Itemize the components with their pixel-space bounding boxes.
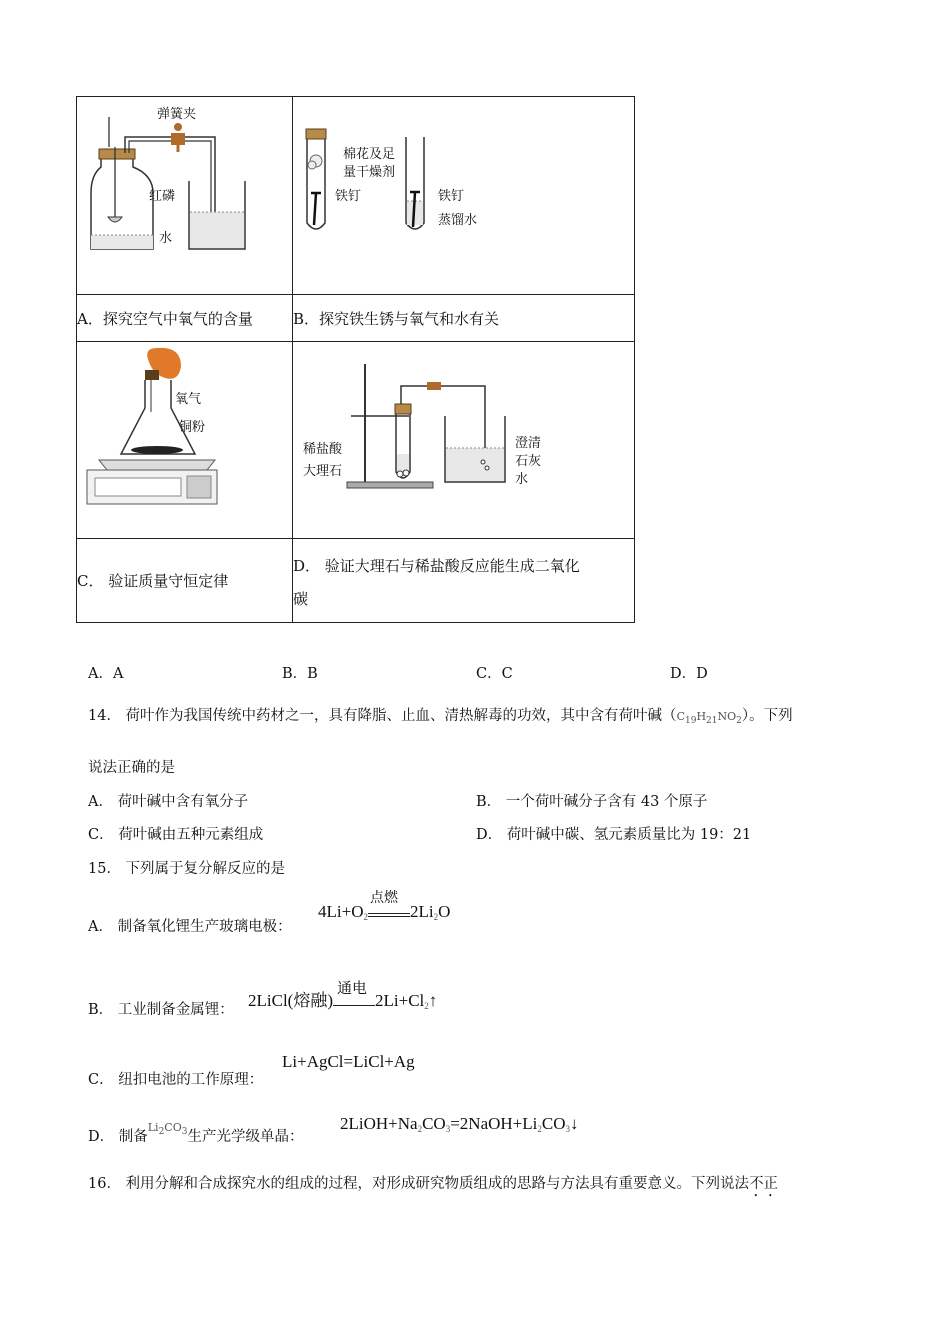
label-red-phosphorus: 红磷 <box>149 189 176 204</box>
eq-b-right-end: ↑ <box>428 991 438 1010</box>
q14-option-c[interactable]: C． 荷叶碱由五种元素组成 <box>88 827 264 843</box>
formula-no: NO <box>717 710 737 723</box>
formula-h: H <box>696 710 707 723</box>
q14-stem-line2: 说法正确的是 <box>88 760 175 776</box>
formula-c: C <box>676 710 685 723</box>
q15-option-b[interactable]: B． 工业制备金属锂： <box>88 1002 234 1018</box>
q14-stem-suffix: ）。下列 <box>741 708 793 724</box>
q16-stem <box>88 1172 778 1200</box>
q16-stem-text: 16． 利用分解和合成探究水的组成的过程，对形成研究物质组成的思路与方法具有重要意义。下列说法 <box>88 1176 750 1192</box>
eq-d-1-sub: 2 <box>417 1124 423 1134</box>
q13-option-d[interactable]: D．D <box>670 666 708 682</box>
eq-a-condition-arrow <box>368 890 410 917</box>
q13-option-c[interactable]: C．C <box>476 666 513 682</box>
eq-a-right-sub: 2 <box>433 912 439 922</box>
q13-option-b[interactable]: B．B <box>282 666 318 682</box>
formula-h-count: 21 <box>706 716 718 726</box>
caption-a: A．探究空气中氧气的含量 <box>77 295 293 342</box>
formula-o-count: 2 <box>736 716 742 726</box>
figure-c <box>77 342 292 538</box>
label-limewater-1: 澄清 <box>515 436 542 451</box>
eq-d-4-sub: 3 <box>565 1124 570 1134</box>
q14-stem <box>88 704 793 726</box>
q15-equation-c: Li+AgCl=LiCl+Ag <box>282 1052 415 1071</box>
eq-a-right-end: O <box>438 902 451 921</box>
eq-b-condition: 通电 <box>337 979 368 997</box>
eq-d-5: ↓ <box>570 1114 579 1133</box>
caption-d-line2: 碳 <box>293 589 309 608</box>
experiment-table <box>76 96 635 623</box>
figure-a-cell <box>77 97 293 295</box>
q16-emphasis: 不正 <box>749 1176 779 1192</box>
caption-d <box>293 539 635 623</box>
q15-equation-d <box>340 1114 579 1134</box>
q14-formula <box>676 710 742 726</box>
eq-b-left: 2LiCl(熔融) <box>248 991 333 1010</box>
figure-c-cell <box>77 342 293 539</box>
figure-b <box>293 97 634 294</box>
figure-a <box>77 97 292 294</box>
formula-c-count: 19 <box>684 716 697 726</box>
q15-d-pre: D． 制备 <box>88 1129 148 1145</box>
label-distilled-water: 蒸馏水 <box>438 213 478 228</box>
label-limewater-2: 石灰 <box>515 454 542 469</box>
figure-d <box>293 342 634 538</box>
eq-d-2-sub: 3 <box>445 1124 451 1134</box>
figure-b-cell <box>293 97 635 295</box>
q15-equation-a <box>318 890 451 922</box>
formula-co: CO <box>164 1121 182 1134</box>
label-marble: 大理石 <box>303 464 343 479</box>
label-clip: 弹簧夹 <box>157 107 197 122</box>
q15-option-c[interactable]: C． 纽扣电池的工作原理： <box>88 1072 264 1088</box>
caption-c: C． 验证质量守恒定律 <box>77 539 293 623</box>
eq-a-left: 4Li+O <box>318 902 364 921</box>
eq-a-right: 2Li <box>409 902 434 921</box>
figure-d-cell <box>293 342 635 539</box>
q15-option-d[interactable] <box>88 1121 304 1147</box>
eq-d-3: =2NaOH+Li <box>450 1114 538 1133</box>
q15-equation-b <box>248 979 438 1011</box>
eq-d-1: 2LiOH+Na <box>340 1114 418 1133</box>
label-cotton-2: 量干燥剂 <box>343 165 396 180</box>
eq-b-right-sub: 2 <box>424 1001 429 1011</box>
caption-d-line1: D． 验证大理石与稀盐酸反应能生成二氧化 <box>293 556 580 575</box>
label-dilute-hcl: 稀盐酸 <box>303 442 343 457</box>
oxygen-content-apparatus-diagram <box>77 97 292 294</box>
eq-a-condition: 点燃 <box>369 890 398 906</box>
formula-li: Li <box>147 1121 159 1134</box>
eq-b-condition-arrow <box>333 979 375 1006</box>
label-copper-powder: 铜粉 <box>179 420 206 435</box>
q13-option-a[interactable]: A．A <box>88 666 124 682</box>
formula-li-sub: 2 <box>158 1127 165 1137</box>
q14-stem-prefix: 14． 荷叶作为我国传统中药材之一，具有降脂、止血、清热解毒的功效，其中含有荷叶碱（ <box>88 708 677 724</box>
label-nail-2: 铁钉 <box>438 189 465 204</box>
q14-option-a[interactable]: A． 荷叶碱中含有氧分子 <box>88 794 249 810</box>
label-nail-1: 铁钉 <box>335 189 362 204</box>
eq-d-4: CO <box>541 1114 566 1133</box>
mass-conservation-balance-diagram <box>77 342 292 538</box>
eq-a-left-sub: 2 <box>363 912 368 922</box>
q14-option-b[interactable]: B． 一个荷叶碱分子含有 43 个原子 <box>476 794 708 810</box>
q15-d-post: 生产光学级单晶： <box>187 1129 304 1145</box>
label-water: 水 <box>159 231 173 246</box>
q14-option-d[interactable]: D． 荷叶碱中碳、氢元素质量比为 19：21 <box>476 827 752 843</box>
label-limewater-3: 水 <box>515 472 529 487</box>
label-oxygen: 氧气 <box>175 392 202 407</box>
q15-stem: 15． 下列属于复分解反应的是 <box>88 861 286 877</box>
eq-d-3-sub: 2 <box>537 1124 542 1134</box>
q15-d-formula <box>147 1121 188 1137</box>
caption-b: B．探究铁生锈与氧气和水有关 <box>293 295 635 342</box>
eq-d-2: CO <box>422 1114 446 1133</box>
co2-generation-apparatus-diagram <box>293 342 634 538</box>
label-cotton-1: 棉花及足 <box>343 147 396 162</box>
eq-b-right: 2Li+Cl <box>375 991 425 1010</box>
q15-option-a[interactable]: A． 制备氧化锂生产玻璃电极： <box>88 919 292 935</box>
formula-co-sub: 3 <box>181 1127 188 1137</box>
